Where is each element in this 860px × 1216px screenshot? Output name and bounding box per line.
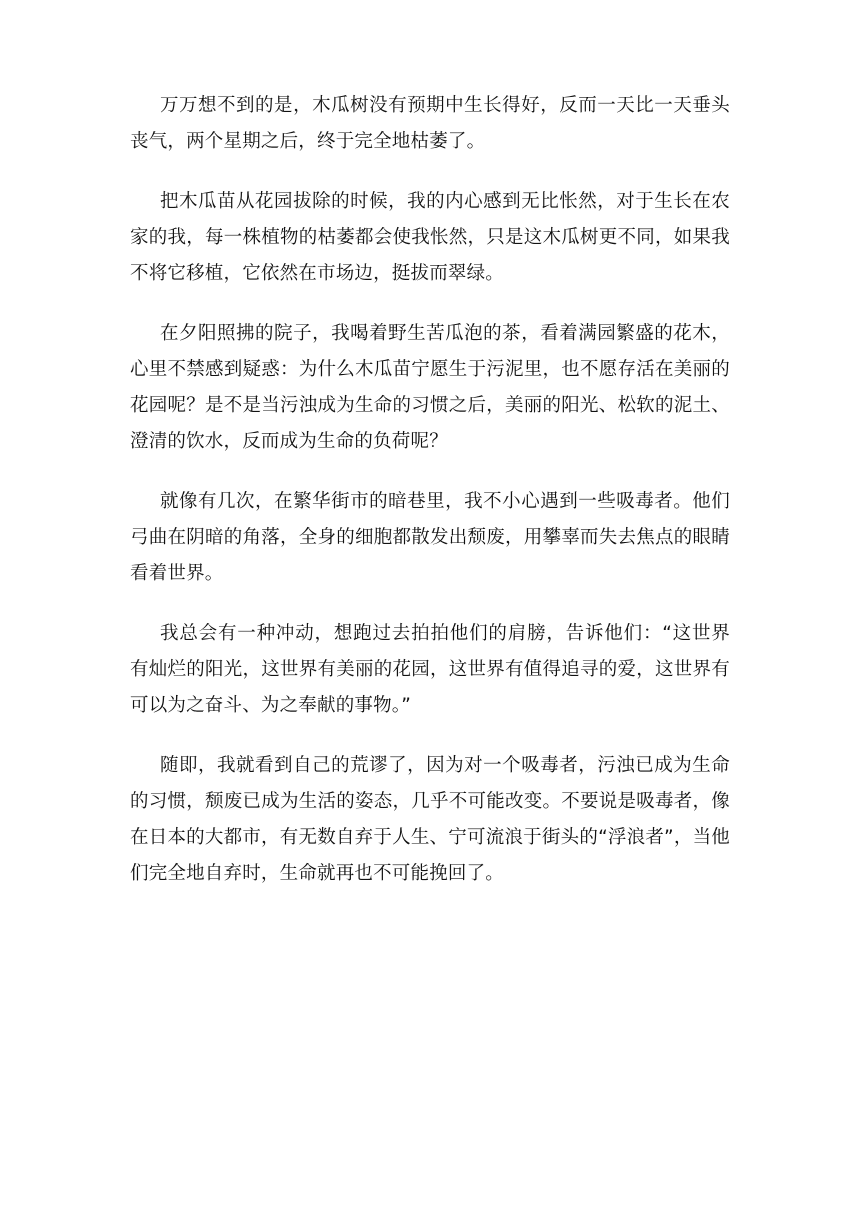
paragraph-5: 我总会有一种冲动，想跑过去拍拍他们的肩膀，告诉他们：“这世界有灿烂的阳光，这世界有美丽的花园，这世界有值得追寻的爱，这世界有可以为之奋斗、为之奉献的事物。”	[130, 623, 730, 716]
paragraph-1: 万万想不到的是，木瓜树没有预期中生长得好，反而一天比一天垂头丧气，两个星期之后，终于完全地枯萎了。	[130, 95, 730, 152]
article-body	[130, 88, 730, 916]
paragraph-6: 随即，我就看到自己的荒谬了，因为对一个吸毒者，污浊已成为生命的习惯，颓废已成为生活的姿态，几乎不可能改变。不要说是吸毒者，像在日本的大都市，有无数自弃于人生、宁可流浪于街头的“浮浪者”，当他们完全地自弃时，生命就再也不可能挽回了。	[130, 755, 730, 884]
paragraph-3: 在夕阳照拂的院子，我喝着野生苦瓜泡的茶，看着满园繁盛的花木，心里不禁感到疑惑：为什么木瓜苗宁愿生于污泥里，也不愿存活在美丽的花园呢？是不是当污浊成为生命的习惯之后，美丽的阳光、松软的泥土、澄清的饮水，反而成为生命的负荷呢？	[130, 323, 730, 452]
paragraph-2: 把木瓜苗从花园拔除的时候，我的内心感到无比怅然，对于生长在农家的我，每一株植物的枯萎都会使我怅然，只是这木瓜树更不同，如果我不将它移植，它依然在市场边，挺拔而翠绿。	[130, 191, 730, 284]
paragraph-4: 就像有几次，在繁华街市的暗巷里，我不小心遇到一些吸毒者。他们弓曲在阴暗的角落，全身的细胞都散发出颓废，用攀辜而失去焦点的眼睛看着世界。	[130, 491, 730, 584]
